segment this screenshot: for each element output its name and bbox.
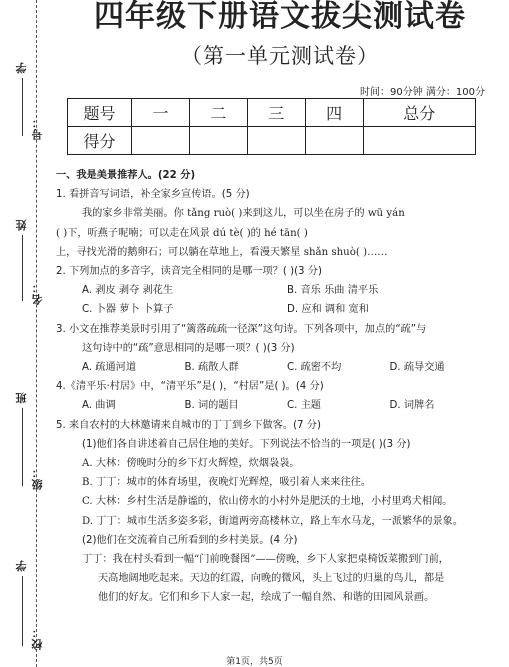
exam-time-and-score: 时间：90分钟 满分：100分 — [360, 87, 485, 98]
question-1-line-2: ( )下，听燕子呢喃；可以走在风景 dú tè( )的 hé tān( ) — [56, 227, 308, 239]
option-a: A. 曲调 — [82, 400, 116, 412]
student-name-line — [21, 235, 23, 301]
option-d: D. 词牌名 — [389, 400, 435, 412]
question-1-line-1: 我的家乡非常美丽。你 tǎng ruò( )来到这儿，可以坐在房子的 wū yán — [82, 208, 405, 220]
question-3: 3. 小文在推荐美景时引用了“篱落疏疏一径深”这句诗。下列各项中，加点的“疏”与 — [56, 323, 427, 335]
question-1: 1. 看拼音写词语，补全家乡宣传语。(5 分) — [56, 189, 250, 201]
option-b: B. 丁丁：城市的体育场里，夜晚灯光辉煌，吸引着人来来往往。 — [82, 477, 372, 489]
class-field[interactable] — [14, 370, 46, 490]
question-3-line-2: 这句诗中的“疏”意思相同的是哪一项？( )(3 分) — [82, 342, 295, 354]
option-d: D. 丁丁：城市生活多姿多彩，街道两旁高楼林立，路上车水马龙，一派繁华的景象。 — [82, 515, 464, 527]
score-table-header-row — [68, 99, 476, 127]
student-name-label: 姓名： — [15, 218, 44, 305]
question-5-part-1: (1)他们各自讲述着自己居住地的美好。下列说法不恰当的一项是( )(3 分) — [82, 438, 411, 450]
page-footer: 第1页，共5页 — [226, 657, 283, 667]
score-input-cell[interactable] — [305, 127, 363, 155]
score-input-cell[interactable] — [132, 127, 190, 155]
question-2: 2. 下列加点的多音字，读音完全相同的是哪一项？( )(3 分) — [56, 266, 322, 278]
option-a: A. 疏通河道 — [82, 362, 137, 374]
option-b: B. 词的题目 — [184, 400, 239, 412]
question-3-options — [56, 358, 492, 377]
question-5-passage-line-3: 他们的好友。它们和乡下人家一起，绘成了一幅自然、和谐的田园风景画。 — [98, 592, 435, 604]
school-label: 学校： — [15, 559, 44, 650]
score-row-label: 得分 — [68, 127, 132, 155]
score-input-cell[interactable] — [189, 127, 247, 155]
score-table — [67, 98, 476, 155]
class-line — [21, 408, 23, 486]
question-content — [56, 166, 492, 608]
student-id-field[interactable] — [14, 40, 46, 140]
question-4: 4.《清平乐·村居》中，“清平乐”是( )，“村居”是( )。(4 分) — [56, 381, 324, 393]
question-2-options-row-1 — [56, 281, 492, 300]
school-field[interactable] — [14, 540, 46, 650]
question-2-options-row-2 — [56, 300, 492, 319]
option-b: B. 疏散人群 — [184, 362, 239, 374]
exam-title: 四年级下册语文拔尖测试卷 — [94, 0, 466, 34]
option-a: A. 大林：傍晚时分的乡下灯火辉煌，炊烟袅袅。 — [82, 458, 300, 470]
student-id-label: 学号： — [15, 61, 44, 140]
option-c: C. 主题 — [287, 400, 321, 412]
score-input-cell[interactable] — [247, 127, 305, 155]
question-1-line-3: 上，寻找光滑的鹅卵石；可以躺在草地上，看漫天繁星 shǎn shuò( )…… — [56, 246, 388, 258]
exam-subtitle: （第一单元测试卷） — [181, 44, 379, 68]
option-a: A. 剥皮 剥夺 剥花生 — [82, 285, 174, 297]
question-4-options — [56, 396, 492, 415]
score-header-cell: 题号 — [68, 99, 132, 127]
class-label: 班级： — [15, 391, 44, 490]
question-5: 5. 来自农村的大林邀请来自城市的丁丁到乡下做客。(7 分) — [56, 419, 321, 431]
option-b: B. 音乐 乐曲 清平乐 — [287, 285, 379, 297]
score-header-cell: 二 — [189, 99, 247, 127]
option-d: D. 疏导交通 — [389, 362, 445, 374]
score-header-cell: 一 — [132, 99, 190, 127]
score-header-cell: 四 — [305, 99, 363, 127]
option-c: C. 卜器 萝卜 卜算子 — [82, 304, 174, 316]
question-5-passage-line-1: 丁丁：我在村头看到一幅“门前晚餐图”——傍晚，乡下人家把桌椅饭菜搬到门前， — [82, 554, 449, 566]
score-table-score-row — [68, 127, 476, 155]
option-c: C. 大林：乡村生活是静谧的，依山傍水的小村外是肥沃的土地，小村里鸡犬相闻。 — [82, 496, 453, 508]
student-id-line — [21, 78, 23, 136]
student-name-field[interactable] — [14, 195, 46, 305]
score-header-cell: 总分 — [363, 99, 475, 127]
binding-strip — [0, 0, 46, 667]
option-d: D. 应和 调和 宽和 — [287, 304, 369, 316]
question-5-passage-line-2: 天高地阔地吃起来。天边的红霞，向晚的微风，头上飞过的归巢的鸟儿，都是 — [98, 573, 445, 585]
question-5-part-2: (2)他们在交流着自己所看到的乡村美景。(4 分) — [82, 534, 298, 546]
option-c: C. 疏密不均 — [287, 362, 342, 374]
school-line — [21, 576, 23, 646]
score-header-cell: 三 — [247, 99, 305, 127]
section-heading: 一、我是美景推荐人。(22 分) — [56, 170, 196, 181]
score-input-cell[interactable] — [363, 127, 475, 155]
